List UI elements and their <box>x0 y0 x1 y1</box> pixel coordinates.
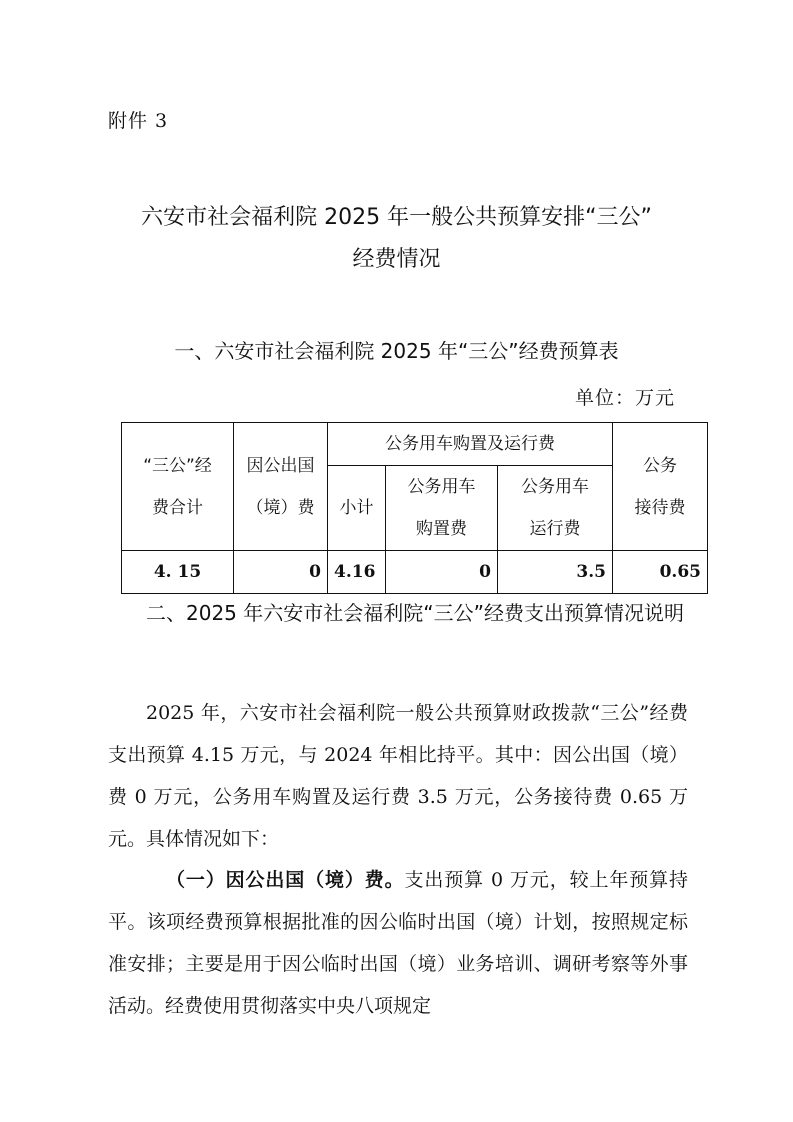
table-header-row-1 <box>122 423 708 466</box>
section2-heading: 二、2025 年六安市社会福利院“三公”经费支出预算情况说明 <box>146 601 684 625</box>
header-operation-line1: 公务用车 <box>521 477 589 497</box>
cell-operation: 3.5 <box>498 551 613 594</box>
header-abroad <box>234 423 328 551</box>
budget-table <box>121 422 708 594</box>
header-total-line2: 费合计 <box>152 497 203 518</box>
cell-total: 4. 15 <box>122 551 234 594</box>
cell-reception: 0.65 <box>613 551 708 594</box>
document-title-line1: 六安市社会福利院 2025 年一般公共预算安排“三公” <box>141 205 652 230</box>
paragraph-2-lead: （一）因公出国（境）费。 <box>166 869 405 891</box>
paragraph-1: 2025 年，六安市社会福利院一般公共预算财政拨款“三公”经费支出预算 4.15 万元，与 2024 年相比持平。其中：因公出国（境）费 0 万元，公务用车购置及运行费 3.5 万元，公务接待费 0.65 万元。具体情况如下： <box>108 702 688 850</box>
header-purchase <box>386 466 498 551</box>
header-reception <box>613 423 708 551</box>
header-purchase-line1: 公务用车 <box>407 477 476 497</box>
cell-purchase: 0 <box>386 551 498 594</box>
header-total <box>122 423 234 551</box>
table-row <box>122 551 708 594</box>
header-reception-line1: 公务 <box>643 455 677 476</box>
header-operation <box>498 466 613 551</box>
cell-abroad: 0 <box>234 551 328 594</box>
header-reception-line2: 接待费 <box>634 497 686 518</box>
header-purchase-line2: 购置费 <box>416 519 467 539</box>
unit-label: 单位：万元 <box>574 387 675 409</box>
header-abroad-line1: 因公出国 <box>246 455 315 476</box>
document-title-line2: 经费情况 <box>352 247 441 272</box>
section1-heading: 一、六安市社会福利院 2025 年“三公”经费预算表 <box>174 339 619 363</box>
header-subtotal: 小计 <box>328 466 386 551</box>
attachment-label: 附件 3 <box>108 110 169 132</box>
paragraph-2 <box>108 859 688 1027</box>
header-abroad-line2: （境）费 <box>246 497 315 518</box>
header-total-line1: “三公”经 <box>143 455 212 476</box>
cell-subtotal: 4.16 <box>328 551 386 594</box>
header-operation-line2: 运行费 <box>529 519 581 539</box>
header-vehicle-group: 公务用车购置及运行费 <box>328 423 613 466</box>
paragraph-2-body: 支出预算 0 万元，较上年预算持平。该项经费预算根据批准的因公临时出国（境）计划，按照规定标准安排；主要是用于因公临时出国（境）业务培训、调研考察等外事活动。经费使用贯彻落实中央八项规定 <box>108 869 688 1017</box>
